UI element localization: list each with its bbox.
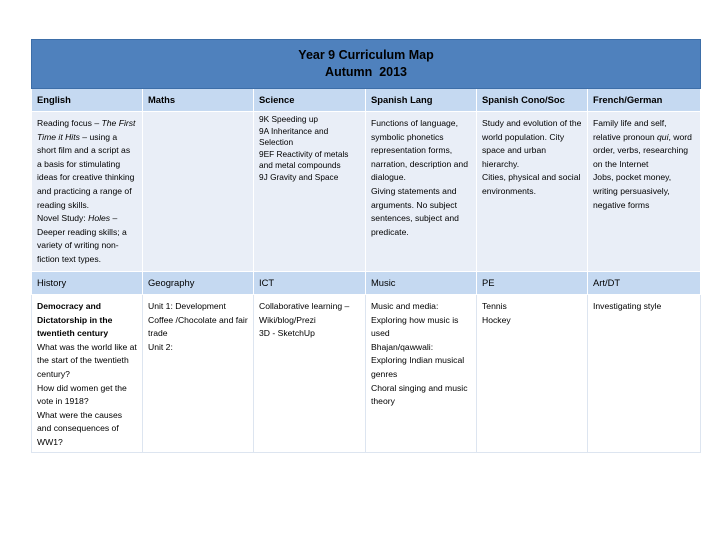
content-row-2 — [32, 295, 701, 453]
french-line2: Jobs, pocket money, writing persuasively, negative forms — [593, 172, 672, 210]
cell-music — [366, 295, 477, 453]
title-line-2: Autumn 2013 — [325, 65, 408, 79]
science-topic: 9A Inheritance and Selection — [259, 125, 329, 148]
history-question: What were the causes and consequences of WW1? — [37, 409, 123, 447]
cell-science — [254, 112, 366, 272]
header-pe: PE — [477, 272, 588, 295]
curriculum-map — [31, 39, 700, 453]
cell-spanish-lang — [366, 112, 477, 272]
english-focus-suffix: – using a short film and a script as a basis for stimulating ideas for creative thinking and practicing a range of reading skills. — [37, 131, 135, 210]
history-heading: Democracy and Dictatorship in the twentieth century — [37, 301, 113, 339]
art-topic: Investigating style — [593, 301, 662, 311]
header-ict: ICT — [254, 272, 366, 295]
header-science: Science — [254, 89, 366, 112]
cell-english — [32, 112, 143, 272]
english-novel-title: Holes — [88, 213, 111, 224]
header-row-1 — [32, 89, 701, 112]
header-spanish-cono: Spanish Cono/Soc — [477, 89, 588, 112]
header-history: History — [32, 272, 143, 295]
pe-sport: Hockey — [482, 314, 511, 325]
title-line-1: Year 9 Curriculum Map — [298, 48, 434, 62]
header-art-dt: Art/DT — [588, 272, 701, 295]
english-focus-prefix: Reading focus – — [37, 118, 102, 128]
geography-unit: Unit 1: Development Coffee /Chocolate and fair trade — [148, 301, 248, 339]
english-novel-prefix: Novel Study: — [37, 213, 89, 224]
cell-history — [32, 295, 143, 453]
music-topic: Choral singing and music theory — [371, 382, 468, 407]
music-topic: Music and media: Exploring how music is used — [371, 301, 459, 339]
geography-unit: Unit 2: — [148, 341, 173, 352]
music-topic: Bhajan/qawwali: Exploring Indian musical genres — [371, 341, 465, 379]
science-topic: 9J Gravity and Space — [259, 171, 339, 182]
header-spanish-lang: Spanish Lang — [366, 89, 477, 112]
spanish-cono-text: Study and evolution of the world population. City space and urban hierarchy. — [482, 118, 582, 169]
spanish-lang-text: Functions of language, symbolic phonetics representation forms, narration, description and dialogue. — [371, 118, 468, 183]
cell-pe — [477, 295, 588, 453]
cell-ict — [254, 295, 366, 453]
history-question: How did women get the vote in 1918? — [37, 382, 127, 407]
cell-french-german — [588, 112, 701, 272]
table-title — [32, 40, 701, 89]
history-question: What was the world like at the start of the twentieth century? — [37, 341, 137, 379]
french-line1-prefix: Family life and self, relative pronoun — [593, 118, 667, 142]
ict-topic: Collaborative learning – Wiki/blog/Prezi — [259, 301, 350, 325]
cell-spanish-cono — [477, 112, 588, 272]
french-line1-em: qui — [657, 131, 669, 142]
french-line1-suffix: , word order, verbs, researching on the Internet — [593, 131, 692, 169]
header-english: English — [32, 89, 143, 112]
science-topic: 9EF Reactivity of metals and metal compounds — [259, 148, 349, 171]
ict-topic: 3D - SketchUp — [259, 328, 315, 339]
header-row-2 — [32, 272, 701, 295]
spanish-cono-text: Cities, physical and social environments. — [482, 172, 581, 196]
english-novel-suffix: – Deeper reading skills; a variety of writing non-fiction text types. — [37, 213, 127, 264]
pe-sport: Tennis — [482, 301, 507, 311]
science-topic: 9K Speeding up — [259, 114, 319, 124]
header-music: Music — [366, 272, 477, 295]
curriculum-table — [31, 39, 701, 453]
cell-geography — [143, 295, 254, 453]
cell-art-dt — [588, 295, 701, 453]
header-french-german: French/German — [588, 89, 701, 112]
cell-maths — [143, 112, 254, 272]
spanish-lang-text: Giving statements and arguments. No subject sentences, subject and predicate. — [371, 185, 459, 237]
header-maths: Maths — [143, 89, 254, 112]
header-geography: Geography — [143, 272, 254, 295]
content-row-1 — [32, 112, 701, 272]
english-focus-title: The First Time it Hits — [37, 118, 136, 142]
